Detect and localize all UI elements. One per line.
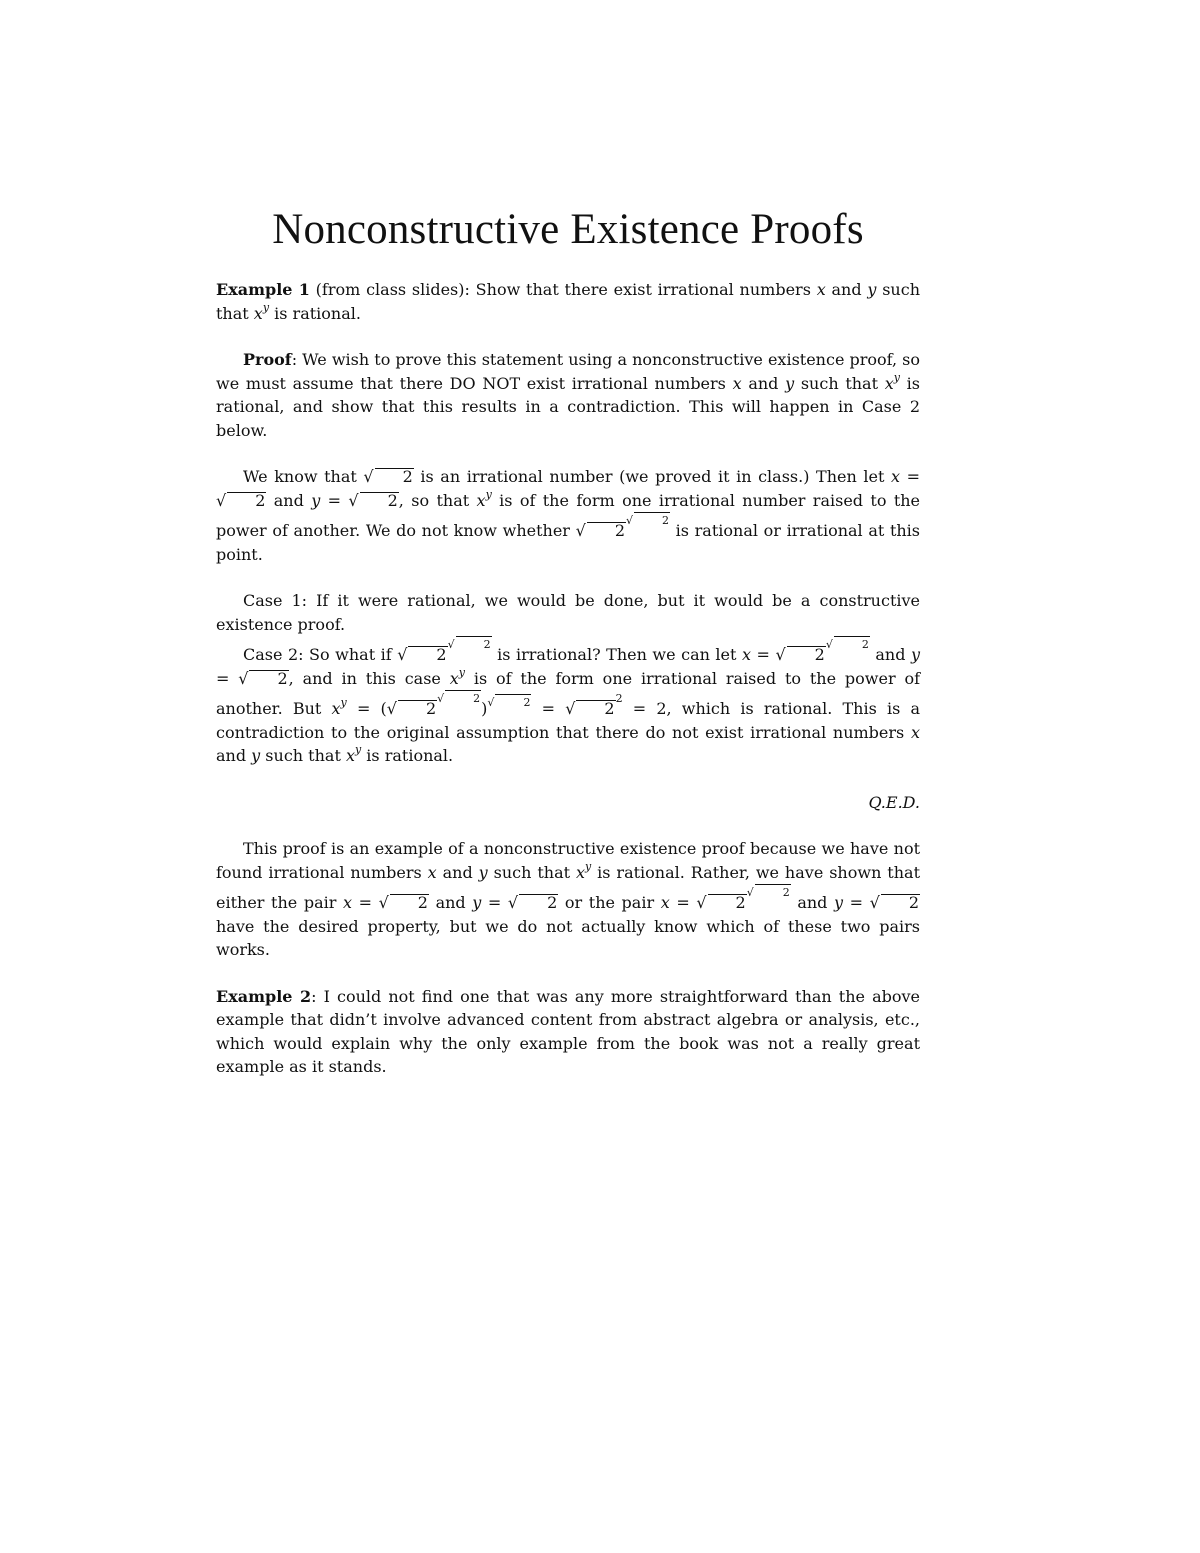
sqrt-two-power-sqrt-two: √ $2^{√ 2}$ [575,514,670,540]
sqrt-two: √ 2 [348,490,398,510]
case-1: Case 1: If it were rational, we would be done, but it would be a constructive existence proof. [216,591,920,634]
page-title: Nonconstructive Existence Proofs [272,206,864,253]
proof-paragraph-2: We know that √ 2 is an irrational number (we proved it in class.) Then let x = √ 2 and y = √ 2, so that $x^y$ is of the form one irrational number raised to the power of another. We do not know whether √ $2^{√ 2}$ is rational or irrational at this point. [216,467,921,564]
proof-paragraph-1: Proof: We wish to prove this statement using a nonconstructive existence proof, so we must assume that there DO NOT exist irrational numbers x and y such that $x^y$ is rational, and show that this results in a contradiction. This will happen in Case 2 below. [216,350,921,440]
proof-label: Proof [243,350,292,369]
example-1-statement: Example 1 (from class slides): Show that there exist irrational numbers x and y such that $x^y$ is rational. [216,280,921,323]
qed-mark: Q.E.D. [868,792,920,812]
sqrt-two: √ 2 [216,490,266,510]
example-2-label: Example 2 [216,986,312,1006]
sqrt-two: √ 2 [363,467,413,486]
document-page [216,205,920,1079]
example-2-paragraph: Example 2: I could not find one that was any more straightforward than the above example that didn’t involve advanced content from abstract algebra or analysis, etc., which would explain why the only example from the book was not a really great example as it stands. [216,986,920,1076]
example-1-label: Example 1 [216,280,310,299]
summary-paragraph: This proof is an example of a nonconstructive existence proof because we have not found irrational numbers x and y such that $x^y$ is rational. Rather, we have shown that either the pair x = √ 2 and y = √ 2 or the pair x = √ $2^{√ 2}$ and y = √ 2 have the desired property, but we do not actually know which of these two pairs works. [216,839,921,959]
case-2: Case 2: So what if √ $2^{√ 2}$ is irrational? Then we can let x = √ $2^{√ 2}$ and y = √ 2, and in this case $x^y$ is of the form one irrational raised to the power of another. But $x^y$ = (√ $2^{√ 2})^{√ 2}$ = √ $2^2 = 2$, which is rational. This is a contradiction to the original assumption that there do not exist irrational numbers x and y such that $x^y$ is rational. [216,638,921,765]
